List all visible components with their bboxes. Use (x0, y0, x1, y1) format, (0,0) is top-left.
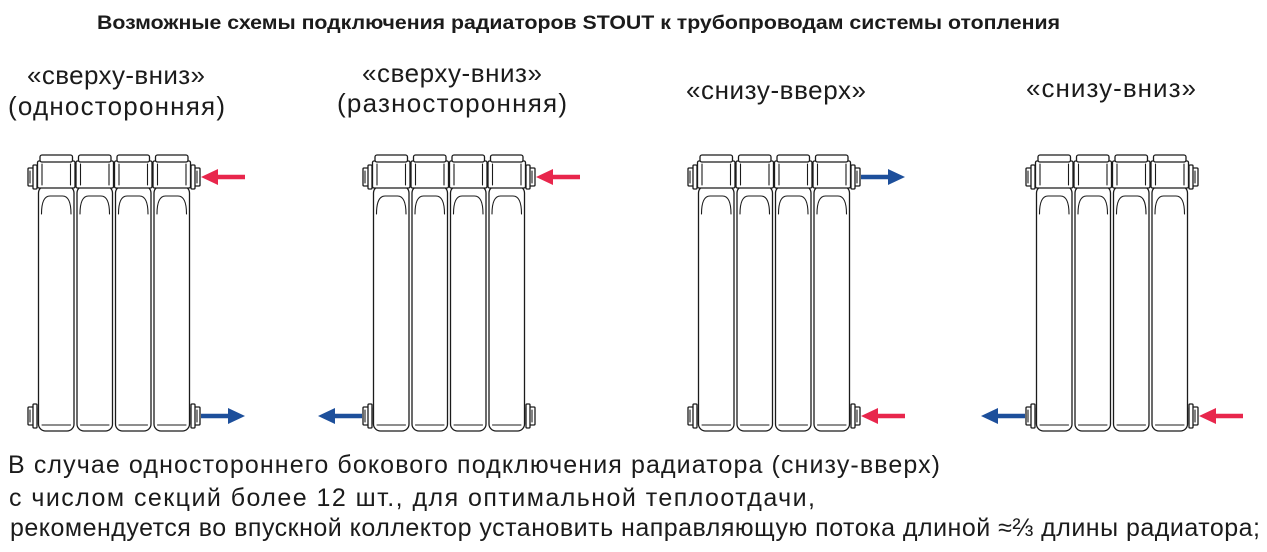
note-line-1: В случае одностороннего бокового подключения радиатора (снизу-вверх) (8, 451, 940, 479)
section-body (1037, 186, 1073, 431)
section-body (737, 186, 773, 431)
section-header (450, 161, 488, 188)
connector-nut (1189, 404, 1198, 428)
radiator-section (775, 155, 813, 431)
radiator-section (411, 155, 449, 431)
connector-nut (688, 165, 697, 189)
section-body (154, 186, 190, 431)
radiator-section (38, 155, 76, 431)
section-header (153, 161, 191, 188)
section-top-cap (414, 155, 447, 162)
section-top-cap (156, 155, 189, 162)
radiator-scheme-4 (981, 155, 1243, 431)
section-top-cap (700, 155, 733, 162)
return-arrow-head (888, 169, 905, 185)
radiator-section (736, 155, 774, 431)
section-top-cap (1077, 155, 1110, 162)
section-body (1152, 186, 1188, 431)
connector-nut (191, 404, 200, 428)
connector-nut (28, 165, 37, 189)
section-header (38, 161, 76, 188)
nut-collar (693, 404, 697, 428)
radiator-section (488, 155, 526, 431)
supply-arrow (201, 169, 245, 185)
connector-nut (1026, 165, 1035, 189)
section-top-cap (79, 155, 112, 162)
supply-arrow-head (201, 169, 218, 185)
nut-collar (526, 165, 530, 189)
connector-nut (526, 165, 535, 189)
nut-collar (33, 404, 37, 428)
nut-collar (1189, 165, 1193, 189)
section-top-cap (452, 155, 485, 162)
section-top-cap (375, 155, 408, 162)
section-body (451, 186, 487, 431)
section-header (813, 161, 851, 188)
nut-collar (1031, 404, 1035, 428)
section-header (373, 161, 411, 188)
connector-nut (1189, 165, 1198, 189)
section-top-cap (491, 155, 524, 162)
section-top-cap (1038, 155, 1071, 162)
section-header (488, 161, 526, 188)
section-header (1151, 161, 1189, 188)
section-body (116, 186, 152, 431)
radiator-section (1151, 155, 1189, 431)
section-header (1074, 161, 1112, 188)
section-top-cap (40, 155, 73, 162)
section-header (775, 161, 813, 188)
section-top-cap (1115, 155, 1148, 162)
nut-collar (1031, 165, 1035, 189)
radiator-scheme-2 (318, 155, 580, 431)
return-arrow-head (981, 408, 998, 424)
connector-nut (363, 165, 372, 189)
scheme-1-label-name: «сверху-вниз» (27, 60, 205, 90)
scheme-2-label-name: «сверху-вниз» (362, 58, 542, 88)
supply-arrow (536, 169, 580, 185)
section-top-cap (1154, 155, 1187, 162)
supply-arrow-head (1199, 408, 1216, 424)
supply-arrow-head (861, 408, 878, 424)
section-top-cap (739, 155, 772, 162)
note-line-3: рекомендуется во впускной коллектор установить направляющую потока длиной ≈⅔ длины радиатора; (10, 514, 1260, 542)
return-arrow (201, 408, 245, 424)
section-header (1036, 161, 1074, 188)
section-header (1113, 161, 1151, 188)
section-top-cap (777, 155, 810, 162)
radiator-section (813, 155, 851, 431)
section-body (814, 186, 850, 431)
scheme-4-label-name: «снизу-вниз» (1026, 73, 1196, 103)
nut-collar (368, 404, 372, 428)
connector-nut (526, 404, 535, 428)
scheme-3-label-name: «снизу-вверх» (686, 75, 866, 105)
section-body (77, 186, 113, 431)
nut-collar (33, 165, 37, 189)
radiator-section (76, 155, 114, 431)
radiator-section (698, 155, 736, 431)
return-arrow-head (318, 408, 335, 424)
connector-nut (851, 404, 860, 428)
radiator-scheme-3 (688, 155, 905, 431)
section-top-cap (816, 155, 849, 162)
supply-arrow (1199, 408, 1243, 424)
section-header (411, 161, 449, 188)
nut-collar (851, 165, 855, 189)
radiator-section (1113, 155, 1151, 431)
section-body (1075, 186, 1111, 431)
supply-arrow-head (536, 169, 553, 185)
section-header (698, 161, 736, 188)
radiator-section (1074, 155, 1112, 431)
radiator-section (1036, 155, 1074, 431)
section-top-cap (117, 155, 150, 162)
section-body (39, 186, 75, 431)
nut-collar (191, 165, 195, 189)
section-body (412, 186, 448, 431)
nut-collar (1189, 404, 1193, 428)
section-body (374, 186, 410, 431)
radiator-section (153, 155, 191, 431)
scheme-1-label-type: (односторонняя) (8, 91, 225, 121)
diagram-title: Возможные схемы подключения радиаторов STOUT к трубопроводам системы отопления (97, 13, 1060, 34)
note-line-2: с числом секций более 12 шт., для оптимальной теплоотдачи, (9, 484, 815, 512)
return-arrow-head (228, 408, 245, 424)
return-arrow (861, 169, 905, 185)
nut-collar (368, 165, 372, 189)
return-arrow (981, 408, 1025, 424)
nut-collar (191, 404, 195, 428)
connector-nut (191, 165, 200, 189)
section-header (736, 161, 774, 188)
connector-nut (851, 165, 860, 189)
scheme-2-label-type: (разносторонняя) (337, 88, 567, 118)
nut-collar (851, 404, 855, 428)
connector-nut (28, 404, 37, 428)
radiator-section (450, 155, 488, 431)
connector-nut (688, 404, 697, 428)
section-body (1114, 186, 1150, 431)
section-header (115, 161, 153, 188)
section-body (776, 186, 812, 431)
section-body (699, 186, 735, 431)
connector-nut (1026, 404, 1035, 428)
return-arrow (318, 408, 362, 424)
nut-collar (693, 165, 697, 189)
connector-nut (363, 404, 372, 428)
section-header (76, 161, 114, 188)
supply-arrow (861, 408, 905, 424)
section-body (489, 186, 525, 431)
radiator-scheme-1 (28, 155, 245, 431)
radiator-section (115, 155, 153, 431)
nut-collar (526, 404, 530, 428)
radiator-section (373, 155, 411, 431)
